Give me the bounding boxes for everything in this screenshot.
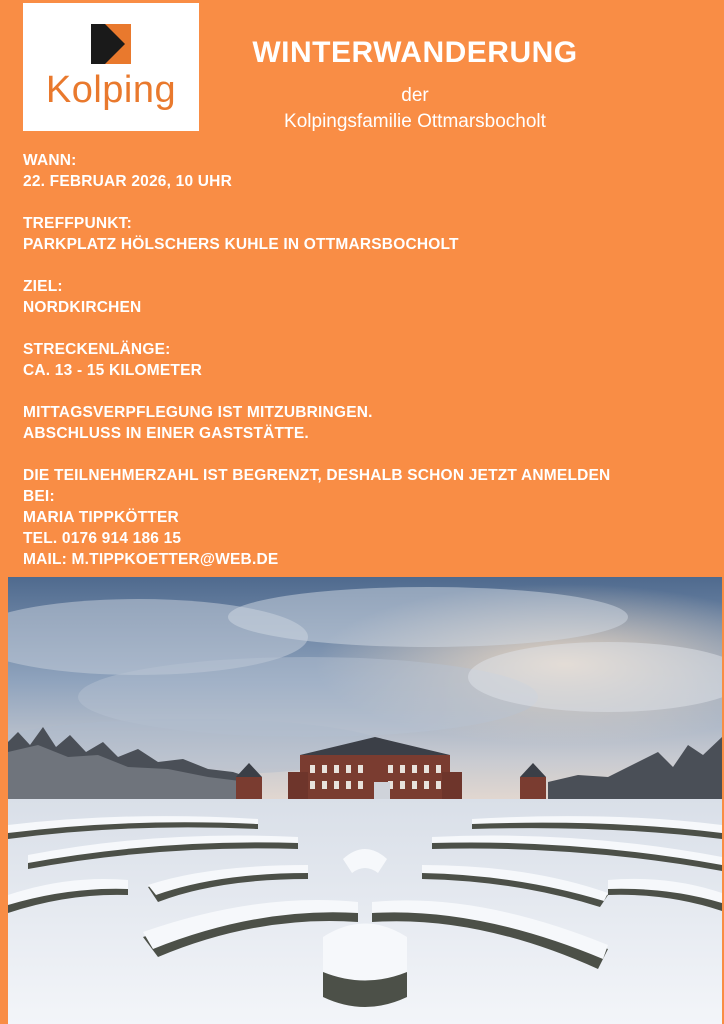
- page-title: WINTERWANDERUNG: [252, 36, 578, 69]
- subtitle-line-1: der: [401, 85, 429, 106]
- ziel-value: NORDKIRCHEN: [23, 299, 142, 316]
- wann-label: WANN:: [23, 152, 77, 169]
- anmeldung-line-2: BEI:: [23, 488, 55, 505]
- verpflegung-line-1: MITTAGSVERPFLEGUNG IST MITZUBRINGEN.: [23, 404, 373, 421]
- contact-name: MARIA TIPPKÖTTER: [23, 509, 179, 526]
- ziel-label: ZIEL:: [23, 278, 63, 295]
- anmeldung-line-1: DIE TEILNEHMERZAHL IST BEGRENZT, DESHALB SCHON JETZT ANMELDEN: [23, 467, 611, 484]
- kolping-k-icon: [91, 24, 131, 64]
- treffpunkt-label: TREFFPUNKT:: [23, 215, 132, 232]
- wann-value: 22. FEBRUAR 2026, 10 UHR: [23, 173, 232, 190]
- contact-phone: TEL. 0176 914 186 15: [23, 530, 182, 547]
- verpflegung-line-2: ABSCHLUSS IN EINER GASTSTÄTTE.: [23, 425, 309, 442]
- strecke-value: CA. 13 - 15 KILOMETER: [23, 362, 203, 379]
- event-info: [23, 150, 713, 570]
- logo-text: Kolping: [45, 69, 177, 111]
- subtitle-line-2: Kolpingsfamilie Ottmarsbocholt: [284, 111, 546, 132]
- kolping-logo: [23, 3, 199, 131]
- photo-illustration: [8, 577, 722, 1024]
- treffpunkt-value: PARKPLATZ HÖLSCHERS KUHLE IN OTTMARSBOCHOLT: [23, 236, 459, 253]
- castle-winter-photo: [8, 577, 722, 1024]
- strecke-label: STRECKENLÄNGE:: [23, 341, 171, 358]
- contact-mail: MAIL: M.TIPPKOETTER@WEB.DE: [23, 551, 279, 568]
